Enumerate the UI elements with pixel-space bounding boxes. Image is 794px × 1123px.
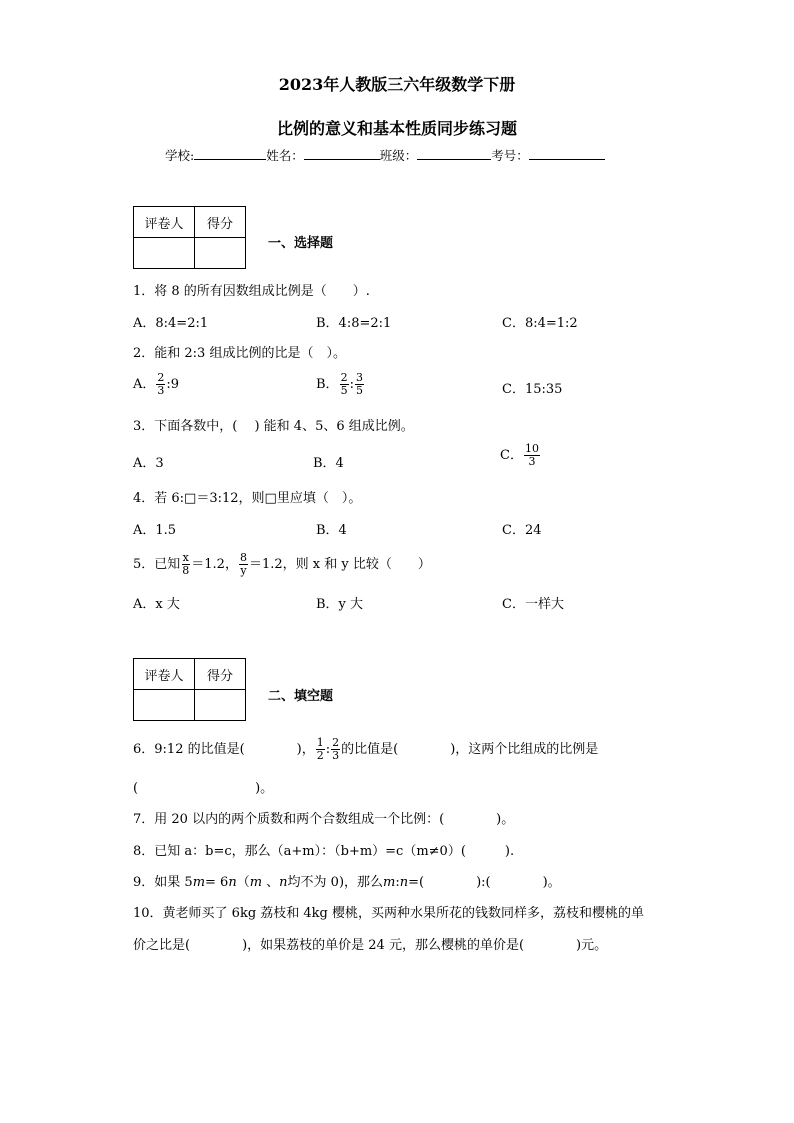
q1-option-a[interactable]: A．8:4=2:1 — [133, 316, 209, 331]
q6-text-1: 6．9:12 的比值是( )， — [133, 742, 315, 757]
q4-option-c[interactable]: C．24 — [502, 523, 542, 538]
question-6-line-2: ( )。 — [133, 781, 274, 796]
q9-text-4: 、 — [262, 875, 280, 890]
grader-header: 评卷人 — [134, 207, 195, 238]
q3-option-c[interactable] — [500, 443, 541, 468]
q9-text-5: 均不为 0)，那么 — [287, 875, 384, 890]
q2-option-c[interactable]: C．15:35 — [502, 382, 563, 397]
info-line — [165, 146, 605, 164]
q1-option-c[interactable]: C．8:4=1:2 — [502, 316, 578, 331]
section-title-fill: 二、填空题 — [268, 689, 334, 704]
question-9 — [133, 871, 561, 890]
score-header: 得分 — [195, 659, 246, 690]
school-label: 学校: — [165, 148, 195, 163]
class-blank[interactable] — [417, 146, 491, 160]
q9-text-7: =( ):( )。 — [408, 875, 561, 890]
page-subtitle: 比例的意义和基本性质同步练习题 — [276, 119, 517, 138]
q9-var-n: n — [228, 875, 237, 890]
q6-fraction-1: $\frac{1}{2}$ — [316, 736, 324, 762]
q2-option-a[interactable] — [133, 372, 179, 397]
question-5 — [133, 552, 431, 577]
grader-table-2 — [133, 658, 246, 721]
q5-text-1: 5．已知 — [133, 557, 181, 572]
q2-a-fraction: $\frac{2}{3}$ — [157, 371, 165, 397]
q4-option-b[interactable]: B．4 — [316, 523, 347, 538]
exam-label: 考号： — [491, 148, 529, 163]
q9-text-3: （ — [236, 875, 250, 890]
q5-text-2: ＝1.2， — [191, 557, 238, 572]
q3-c-fraction: $\frac{10}{3}$ — [524, 442, 539, 468]
score-cell[interactable] — [195, 690, 246, 721]
question-8: 8．已知 a：b=c，那么（a+m）：（b+m）=c（m≠0）( ). — [133, 844, 515, 859]
q3-option-a[interactable]: A．3 — [133, 456, 164, 471]
score-header: 得分 — [195, 207, 246, 238]
question-4: 4．若 6:□＝3:12，则□里应填（ ）。 — [133, 491, 362, 506]
question-2: 2．能和 2:3 组成比例的比是（ ）。 — [133, 346, 346, 361]
page-title: 2023年人教版三六年级数学下册 — [278, 75, 516, 94]
question-10-line-2: 价之比是( )，如果荔枝的单价是 24 元，那么樱桃的单价是( )元。 — [133, 938, 608, 953]
exam-blank[interactable] — [529, 146, 605, 160]
q2-a-suffix: :9 — [166, 377, 180, 392]
q5-fraction-2: $\frac{8}{y}$ — [239, 551, 247, 577]
grader-header: 评卷人 — [134, 659, 195, 690]
class-label: 班级： — [379, 148, 418, 163]
q4-option-a[interactable]: A．1.5 — [133, 523, 177, 538]
q5-option-b[interactable]: B．y 大 — [316, 597, 364, 612]
q6-fraction-2: $\frac{2}{3}$ — [332, 736, 340, 762]
q5-option-a[interactable]: A．x 大 — [133, 597, 180, 612]
q5-fraction-1: $\frac{x}{8}$ — [182, 551, 190, 577]
school-blank[interactable] — [194, 146, 266, 160]
q9-text-1: 9．如果 5 — [133, 875, 193, 890]
q2-option-b[interactable] — [316, 372, 365, 397]
grader-table-1 — [133, 206, 246, 269]
q2-b-prefix: B． — [316, 377, 339, 392]
q9-text-2: = 6 — [205, 875, 229, 890]
q6-sep: : — [325, 742, 331, 757]
q5-option-c[interactable]: C．一样大 — [502, 597, 564, 612]
question-1: 1．将 8 的所有因数组成比例是（ ）. — [133, 284, 370, 299]
question-10: 10．黄老师买了 6kg 荔枝和 4kg 樱桃，买两种水果所花的钱数同样多，荔枝和樱桃的单 — [133, 906, 645, 921]
score-cell[interactable] — [195, 238, 246, 269]
q2-b-sep: : — [349, 377, 354, 392]
q9-var-m-2: m — [249, 875, 263, 890]
q3-option-b[interactable]: B．4 — [313, 456, 344, 471]
q1-option-b[interactable]: B．4:8=2:1 — [316, 316, 392, 331]
q2-a-prefix: A． — [133, 377, 156, 392]
q5-text-3: ＝1.2，则 x 和 y 比较（ ） — [248, 557, 431, 572]
q9-var-m-3: m — [383, 875, 396, 890]
q6-text-2: 的比值是( )，这两个比组成的比例是 — [341, 742, 599, 757]
name-label: 姓名： — [266, 148, 304, 163]
section-title-choice: 一、选择题 — [268, 236, 334, 251]
question-3: 3．下面各数中，( ) 能和 4、5、6 组成比例。 — [133, 419, 414, 434]
q9-text-6: : — [395, 875, 400, 890]
q3-c-prefix: C． — [500, 448, 523, 463]
q9-var-n-3: n — [399, 875, 409, 890]
q2-b-fraction-2: $\frac{3}{5}$ — [355, 371, 363, 397]
name-blank[interactable] — [304, 146, 380, 160]
q2-b-fraction-1: $\frac{2}{5}$ — [340, 371, 348, 397]
question-7: 7．用 20 以内的两个质数和两个合数组成一个比例：( )。 — [133, 812, 515, 827]
q9-var-n-2: n — [279, 875, 288, 890]
question-6 — [133, 737, 598, 762]
grader-cell[interactable] — [134, 238, 195, 269]
grader-cell[interactable] — [134, 690, 195, 721]
q9-var-m: m — [192, 875, 206, 890]
